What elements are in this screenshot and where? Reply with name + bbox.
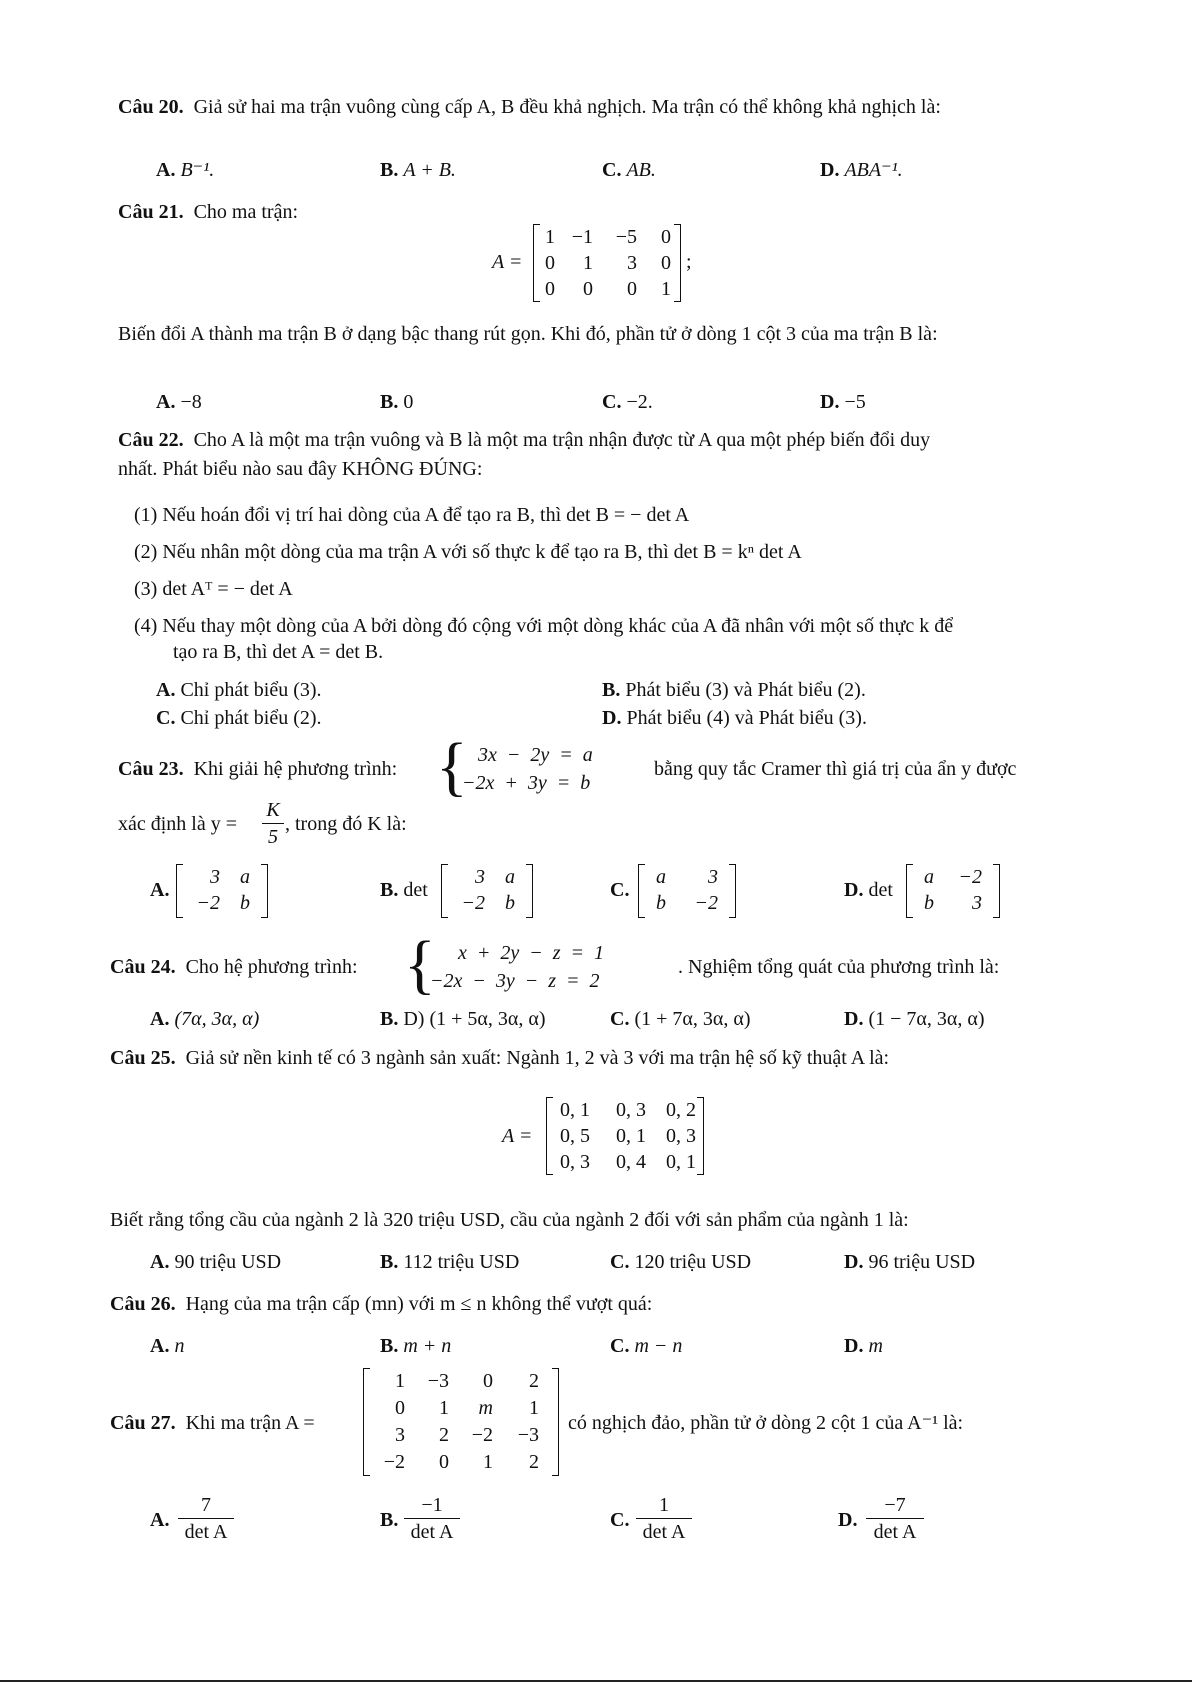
matrix-cell: a	[240, 866, 250, 888]
q25-text2: Biết rằng tổng cầu của ngành 2 là 320 triệu USD, cầu của ngành 2 đối với sản phẩm của ngành 1 là:	[110, 1209, 909, 1231]
q27-option-c[interactable]: C.	[610, 1509, 630, 1531]
matrix-cell: 0, 4	[616, 1151, 646, 1173]
matrix-cell: 2	[529, 1451, 539, 1473]
matrix-cell: −2	[694, 892, 718, 914]
q24-stem	[110, 955, 358, 979]
matrix-cell: 1	[529, 1397, 539, 1419]
q24-system-brace: {	[404, 928, 436, 1001]
q23-text2-after: , trong đó K là:	[285, 813, 407, 835]
fraction-numerator: 7	[178, 1492, 234, 1519]
q26-option-d[interactable]: D. m	[844, 1335, 883, 1357]
q25-option-b[interactable]: B. 112 triệu USD	[380, 1251, 520, 1273]
q26-option-c[interactable]: C. m − n	[610, 1335, 683, 1357]
q21-option-c[interactable]: C. −2.	[602, 391, 653, 413]
matrix-cell: 0, 1	[560, 1099, 590, 1121]
fraction-denominator: det A	[184, 1521, 228, 1543]
q27-text-before: Khi ma trận A =	[185, 1412, 315, 1434]
q24-option-c[interactable]: C. (1 + 7α, 3α, α)	[610, 1008, 751, 1030]
q23-option-d[interactable]: D. det	[844, 879, 893, 901]
matrix-cell: −2	[471, 1424, 493, 1446]
q26-stem	[110, 1292, 652, 1316]
q23-option-a-matrix	[176, 864, 268, 918]
q23-stem	[118, 757, 397, 781]
q25-stem	[110, 1046, 889, 1070]
q25-text: Giả sử nền kinh tế có 3 ngành sản xuất: Ngành 1, 2 và 3 với ma trận hệ số kỹ thuật A là:	[185, 1047, 890, 1069]
matrix-cell: 0, 1	[616, 1125, 646, 1147]
fraction-denominator: det A	[873, 1521, 917, 1543]
q27-option-a-fraction	[178, 1492, 234, 1545]
q23-option-d-matrix	[906, 864, 1000, 918]
q26-option-a[interactable]: A. n	[150, 1335, 185, 1357]
matrix-cell: 0	[439, 1451, 449, 1473]
q22-statement-4: (4) Nếu thay một dòng của A bởi dòng đó cộng với một dòng khác của A đã nhân với một số thực k để	[134, 615, 954, 637]
q27-option-d[interactable]: D.	[838, 1509, 858, 1531]
matrix-cell: 0, 2	[666, 1099, 696, 1121]
q22-option-a[interactable]: A. Chỉ phát biểu (3).	[156, 679, 322, 701]
matrix-cell: b	[240, 892, 250, 914]
q23-text-after: bằng quy tắc Cramer thì giá trị của ẩn y được	[654, 758, 1017, 780]
q25-matrix-prefix: A =	[502, 1125, 533, 1147]
q27-option-d-fraction	[866, 1492, 924, 1545]
q22-text-line1: Cho A là một ma trận vuông và B là một ma trận nhận được từ A qua một phép biến đổi duy	[193, 429, 931, 451]
matrix-cell: 0, 3	[666, 1125, 696, 1147]
matrix-cell: 1	[661, 278, 671, 300]
fraction-numerator: −7	[866, 1492, 924, 1519]
q21-matrix-prefix: A =	[492, 251, 523, 273]
matrix-cell: −1	[571, 226, 593, 248]
matrix-cell: 1	[439, 1397, 449, 1419]
fraction-denominator: 5	[268, 826, 278, 848]
fraction-numerator: K	[262, 797, 284, 824]
q24-option-a[interactable]: A. (7α, 3α, α)	[150, 1008, 260, 1030]
q24-text-before: Cho hệ phương trình:	[185, 956, 358, 978]
matrix-cell: −3	[427, 1370, 449, 1392]
q25-matrix	[546, 1097, 704, 1175]
q24-system-eq2: −2x − 3y − z = 2	[430, 970, 600, 992]
matrix-cell: 0, 1	[666, 1151, 696, 1173]
q23-text2-before: xác định là y =	[118, 813, 238, 835]
q22-option-d[interactable]: D. Phát biểu (4) và Phát biểu (3).	[602, 707, 867, 729]
q20-label: Câu 20.	[118, 96, 184, 118]
q25-option-c[interactable]: C. 120 triệu USD	[610, 1251, 752, 1273]
q22-statement-1: (1) Nếu hoán đổi vị trí hai dòng của A để tạo ra B, thì det B = − det A	[134, 504, 690, 526]
q23-text-before: Khi giải hệ phương trình:	[193, 758, 398, 780]
matrix-cell: a	[924, 866, 934, 888]
q20-text: Giả sử hai ma trận vuông cùng cấp A, B đều khả nghịch. Ma trận có thể không khả nghịch là:	[193, 96, 941, 118]
q25-option-a[interactable]: A. 90 triệu USD	[150, 1251, 282, 1273]
matrix-cell: 0	[661, 252, 671, 274]
q24-text-after: . Nghiệm tổng quát của phương trình là:	[678, 956, 1000, 978]
q23-option-c[interactable]: C.	[610, 879, 630, 901]
q20-option-a[interactable]: A. B⁻¹.	[156, 159, 215, 181]
matrix-cell: a	[656, 866, 666, 888]
q22-text-line2: nhất. Phát biểu nào sau đây KHÔNG ĐÚNG:	[118, 458, 483, 480]
q23-option-a[interactable]: A.	[150, 879, 170, 901]
matrix-cell: 0, 3	[616, 1099, 646, 1121]
q23-option-c-matrix	[638, 864, 736, 918]
page-bottom-rule	[0, 1680, 1192, 1682]
q22-option-b[interactable]: B. Phát biểu (3) và Phát biểu (2).	[602, 679, 866, 701]
q23-system-eq1: 3x − 2y = a	[478, 744, 593, 766]
q27-option-b-fraction	[404, 1492, 460, 1545]
fraction-denominator: det A	[642, 1521, 686, 1543]
q23-fraction	[262, 797, 284, 850]
matrix-cell: −2	[958, 866, 982, 888]
matrix-cell: 0	[583, 278, 593, 300]
q22-stem	[118, 428, 930, 452]
matrix-cell: 1	[483, 1451, 493, 1473]
matrix-cell: 2	[439, 1424, 449, 1446]
matrix-cell: 3	[627, 252, 637, 274]
q22-statement-4-cont: tạo ra B, thì det A = det B.	[173, 641, 384, 663]
matrix-cell: b	[656, 892, 666, 914]
q20-option-b[interactable]: B. A + B.	[380, 159, 456, 181]
matrix-cell: 3	[972, 892, 982, 914]
q21-matrix	[533, 224, 681, 302]
matrix-cell: −2	[383, 1451, 405, 1473]
matrix-cell: 1	[395, 1370, 405, 1392]
matrix-cell: 3	[210, 866, 220, 888]
q27-stem	[110, 1411, 315, 1435]
matrix-cell: 0, 5	[560, 1125, 590, 1147]
matrix-cell: −2	[196, 892, 220, 914]
q27-option-c-fraction	[636, 1492, 692, 1545]
fraction-denominator: det A	[410, 1521, 454, 1543]
q21-option-d[interactable]: D. −5	[820, 391, 866, 413]
q20-option-c[interactable]: C. AB.	[602, 159, 656, 181]
matrix-cell: a	[505, 866, 515, 888]
q27-matrix	[363, 1368, 559, 1476]
q22-option-c[interactable]: C. Chỉ phát biểu (2).	[156, 707, 322, 729]
q20-stem	[118, 95, 941, 119]
q22-statement-3: (3) det Aᵀ = − det A	[134, 578, 293, 600]
q26-option-b[interactable]: B. m + n	[380, 1335, 452, 1357]
matrix-cell: 0	[545, 252, 555, 274]
q23-system-brace: {	[436, 730, 468, 803]
q24-system-eq1: x + 2y − z = 1	[458, 942, 605, 964]
matrix-cell: 0	[483, 1370, 493, 1392]
q25-option-d[interactable]: D. 96 triệu USD	[844, 1251, 976, 1273]
matrix-cell: 1	[545, 226, 555, 248]
q21-text2: Biến đổi A thành ma trận B ở dạng bậc thang rút gọn. Khi đó, phần tử ở dòng 1 cột 3 của ma trận B là:	[118, 323, 938, 345]
q21-stem	[118, 200, 298, 224]
matrix-cell: m	[478, 1397, 493, 1419]
matrix-cell: −3	[517, 1424, 539, 1446]
q23-system-eq2: −2x + 3y = b	[462, 772, 591, 794]
matrix-cell: 3	[395, 1424, 405, 1446]
matrix-cell: b	[505, 892, 515, 914]
q21-matrix-suffix: ;	[686, 251, 692, 273]
fraction-numerator: 1	[636, 1492, 692, 1519]
q26-label: Câu 26.	[110, 1293, 176, 1315]
q21-label: Câu 21.	[118, 201, 184, 223]
q26-text: Hạng của ma trận cấp (mn) với m ≤ n không thể vượt quá:	[185, 1293, 653, 1315]
q25-label: Câu 25.	[110, 1047, 176, 1069]
q24-label: Câu 24.	[110, 956, 176, 978]
matrix-cell: b	[924, 892, 934, 914]
q22-statement-2: (2) Nếu nhân một dòng của ma trận A với số thực k để tạo ra B, thì det B = kⁿ det A	[134, 541, 802, 563]
q27-option-b[interactable]: B.	[380, 1509, 399, 1531]
matrix-cell: 0	[627, 278, 637, 300]
matrix-cell: 3	[708, 866, 718, 888]
q24-option-b[interactable]: B. D) (1 + 5α, 3α, α)	[380, 1008, 546, 1030]
matrix-cell: 0	[661, 226, 671, 248]
q27-text-after: có nghịch đảo, phần tử ở dòng 2 cột 1 của A⁻¹ là:	[568, 1412, 964, 1434]
q21-option-b[interactable]: B. 0	[380, 391, 414, 413]
q24-option-d[interactable]: D. (1 − 7α, 3α, α)	[844, 1008, 985, 1030]
matrix-cell: 0	[395, 1397, 405, 1419]
matrix-cell: −5	[615, 226, 637, 248]
matrix-cell: 3	[475, 866, 485, 888]
matrix-cell: −2	[461, 892, 485, 914]
q22-label: Câu 22.	[118, 429, 184, 451]
fraction-numerator: −1	[404, 1492, 460, 1519]
q21-text: Cho ma trận:	[193, 201, 299, 223]
matrix-cell: 0	[545, 278, 555, 300]
q20-option-d[interactable]: D. ABA⁻¹.	[820, 159, 903, 181]
matrix-cell: 2	[529, 1370, 539, 1392]
q23-option-b-matrix	[441, 864, 533, 918]
matrix-cell: 0, 3	[560, 1151, 590, 1173]
q23-option-b[interactable]: B. det	[380, 879, 428, 901]
q21-option-a[interactable]: A. −8	[156, 391, 202, 413]
q27-label: Câu 27.	[110, 1412, 176, 1434]
q27-option-a[interactable]: A.	[150, 1509, 170, 1531]
matrix-cell: 1	[583, 252, 593, 274]
q23-label: Câu 23.	[118, 758, 184, 780]
